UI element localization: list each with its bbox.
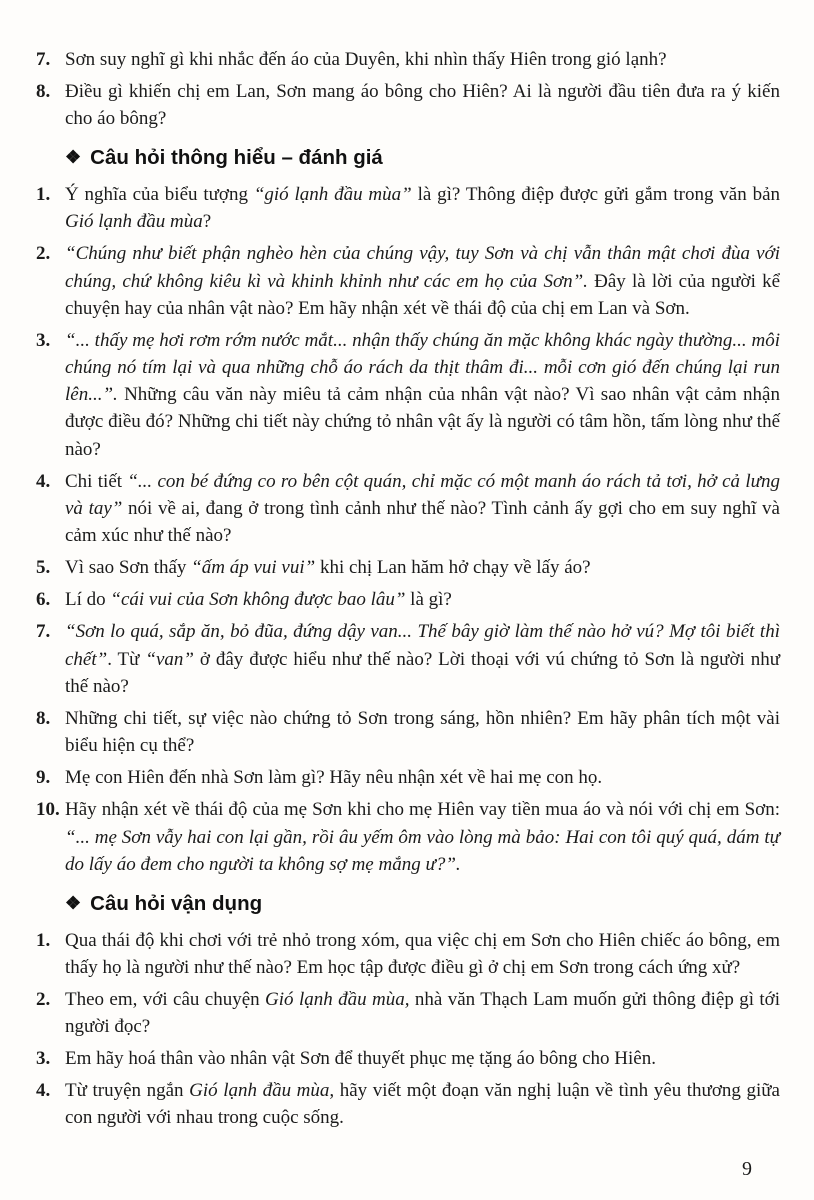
question-number: 5. bbox=[36, 557, 51, 579]
quote-segment: “ấm áp vui vui” bbox=[191, 557, 316, 579]
quote-segment: Gió lạnh đầu mùa, bbox=[189, 1080, 335, 1102]
page-number: 9 bbox=[742, 1158, 752, 1181]
question-number: 8. bbox=[36, 707, 51, 729]
question-item bbox=[36, 1045, 780, 1072]
quote-segment: “... mẹ Sơn vẫy hai con lại gần, rồi âu yếm ôm vào lòng mà bảo: Hai con tôi quý quá, dám tự do lấy áo đem cho người ta không sợ mẹ mắng ư?”. bbox=[65, 826, 780, 875]
text-segment: nhà văn Thạch Lam muốn gửi thông điệp gì tới người đọc? bbox=[65, 988, 781, 1037]
question-item bbox=[36, 468, 780, 549]
question-item bbox=[36, 181, 780, 235]
text-segment: Từ truyện ngắn bbox=[65, 1080, 190, 1102]
text-segment: Sơn suy nghĩ gì khi nhắc đến áo của Duyên, khi nhìn thấy Hiên trong gió lạnh? bbox=[65, 49, 667, 70]
question-item bbox=[36, 618, 780, 699]
quote-segment: “gió lạnh đầu mùa” bbox=[253, 184, 412, 206]
text-segment: là gì? Thông điệp được gửi gắm trong văn bản bbox=[411, 184, 781, 206]
text-segment: Đây là lời của người kể chuyện hay của nhân vật nào? Em hãy nhận xét về thái độ của chị em Lan và Sơn. bbox=[65, 270, 780, 319]
question-item bbox=[36, 764, 780, 791]
question-number: 7. bbox=[36, 49, 51, 70]
quote-segment: Gió lạnh đầu mùa bbox=[65, 211, 203, 233]
question-item bbox=[36, 586, 780, 613]
text-segment: Ý nghĩa của biểu tượng bbox=[65, 184, 254, 206]
question-number: 4. bbox=[36, 1080, 51, 1102]
diamond-icon: ❖ bbox=[65, 892, 82, 913]
text-segment: Lí do bbox=[65, 589, 111, 611]
question-item bbox=[36, 927, 780, 981]
question-number: 8. bbox=[36, 81, 51, 103]
question-number: 3. bbox=[36, 329, 51, 351]
question-number: 10. bbox=[36, 799, 60, 821]
text-segment: hãy viết một đoạn văn nghị luận về tình yêu thương giữa con người với nhau trong cuộc sống. bbox=[65, 1080, 780, 1129]
text-segment: ? bbox=[202, 211, 212, 233]
quote-segment: “Sơn lo quá, sắp ăn, bỏ đũa, đứng dậy van... Thế bây giờ làm thế nào hở vú? Mợ tôi biết thì chết” bbox=[65, 621, 780, 670]
quote-segment: “Chúng như biết phận nghèo hèn của chúng vậy, tuy Sơn và chị vẫn thân mật chơi đùa với chúng, chứ không kiêu kì và khinh khỉnh như các em họ của Sơn”. bbox=[65, 243, 780, 292]
question-number: 2. bbox=[36, 988, 51, 1010]
quote-segment: “... con bé đứng co ro bên cột quán, chỉ mặc có một manh áo rách tả tơi, hở cả lưng và tay” bbox=[65, 470, 780, 519]
question-number: 3. bbox=[36, 1048, 51, 1070]
text-segment: nói về ai, đang ở trong tình cảnh như thế nào? Tình cảnh ấy gợi cho em suy nghĩ và cảm xúc như thế nào? bbox=[65, 497, 780, 546]
text-segment: khi chị Lan hăm hở chạy về lấy áo? bbox=[315, 557, 591, 579]
question-number: 9. bbox=[36, 767, 51, 789]
text-segment: . Từ bbox=[107, 648, 146, 670]
question-number: 1. bbox=[36, 929, 51, 951]
text-segment: Vì sao Sơn thấy bbox=[65, 557, 192, 579]
question-number: 6. bbox=[36, 589, 51, 611]
quote-segment: “cái vui của Sơn không được bao lâu” bbox=[110, 589, 406, 611]
text-segment: là gì? bbox=[405, 589, 452, 611]
text-segment: Hãy nhận xét về thái độ của mẹ Sơn khi cho mẹ Hiên vay tiền mua áo và nói với chị em Sơn: bbox=[65, 799, 780, 821]
question-item bbox=[36, 986, 780, 1040]
text-segment: Mẹ con Hiên đến nhà Sơn làm gì? Hãy nêu nhận xét về hai mẹ con họ. bbox=[65, 767, 603, 789]
text-segment: Những câu văn này miêu tả cảm nhận của nhân vật nào? Vì sao nhân vật cảm nhận được điều đó? Những chi tiết này chứng tỏ nhân vật ấy là người có tâm hồn, tấm lòng như thế nào? bbox=[65, 384, 780, 460]
text-segment: Theo em, với câu chuyện bbox=[65, 988, 266, 1010]
question-item bbox=[36, 1077, 780, 1131]
section-heading-text: Câu hỏi vận dụng bbox=[90, 891, 263, 915]
question-item bbox=[36, 705, 780, 759]
section-heading bbox=[65, 891, 780, 918]
text-segment: Điều gì khiến chị em Lan, Sơn mang áo bông cho Hiên? Ai là người đầu tiên đưa ra ý kiến cho áo bông? bbox=[65, 81, 780, 130]
text-segment: Chi tiết bbox=[65, 470, 128, 492]
quote-segment: “... thấy mẹ hơi rơm rớm nước mắt... nhận thấy chúng ăn mặc không khác ngày thường... môi chúng nó tím lại và qua những chỗ áo rách da thịt thâm đi... mỗi cơn gió đến chúng lại run lên...”. bbox=[65, 329, 780, 406]
section-heading-text: Câu hỏi thông hiểu – đánh giá bbox=[90, 146, 383, 170]
text-segment: Em hãy hoá thân vào nhân vật Sơn để thuyết phục mẹ tặng áo bông cho Hiên. bbox=[65, 1048, 656, 1070]
text-segment: ở đây được hiểu như thế nào? Lời thoại với vú chứng tỏ Sơn là người như thế nào? bbox=[65, 648, 780, 697]
question-item bbox=[36, 327, 780, 463]
text-segment: Những chi tiết, sự việc nào chứng tỏ Sơn trong sáng, hồn nhiên? Em hãy phân tích một vài biểu hiện cụ thể? bbox=[65, 707, 780, 757]
diamond-icon: ❖ bbox=[65, 147, 82, 168]
question-item bbox=[36, 796, 780, 877]
question-number: 1. bbox=[36, 184, 51, 206]
question-number: 7. bbox=[36, 621, 51, 643]
question-item bbox=[36, 78, 780, 132]
question-item bbox=[36, 554, 780, 581]
question-number: 4. bbox=[36, 470, 51, 492]
quote-segment: “van” bbox=[145, 648, 194, 670]
page-content bbox=[36, 46, 780, 1132]
text-segment: Qua thái độ khi chơi với trẻ nhỏ trong xóm, qua việc chị em Sơn cho Hiên chiếc áo bông, em thấy họ là người như thế nào? Em học tập được điều gì ở chị em Sơn trong cách ứng xử? bbox=[65, 929, 780, 978]
section-heading bbox=[65, 145, 780, 172]
question-item bbox=[36, 240, 780, 321]
question-item bbox=[36, 46, 780, 73]
question-number: 2. bbox=[36, 243, 51, 265]
quote-segment: Gió lạnh đầu mùa, bbox=[265, 988, 410, 1010]
